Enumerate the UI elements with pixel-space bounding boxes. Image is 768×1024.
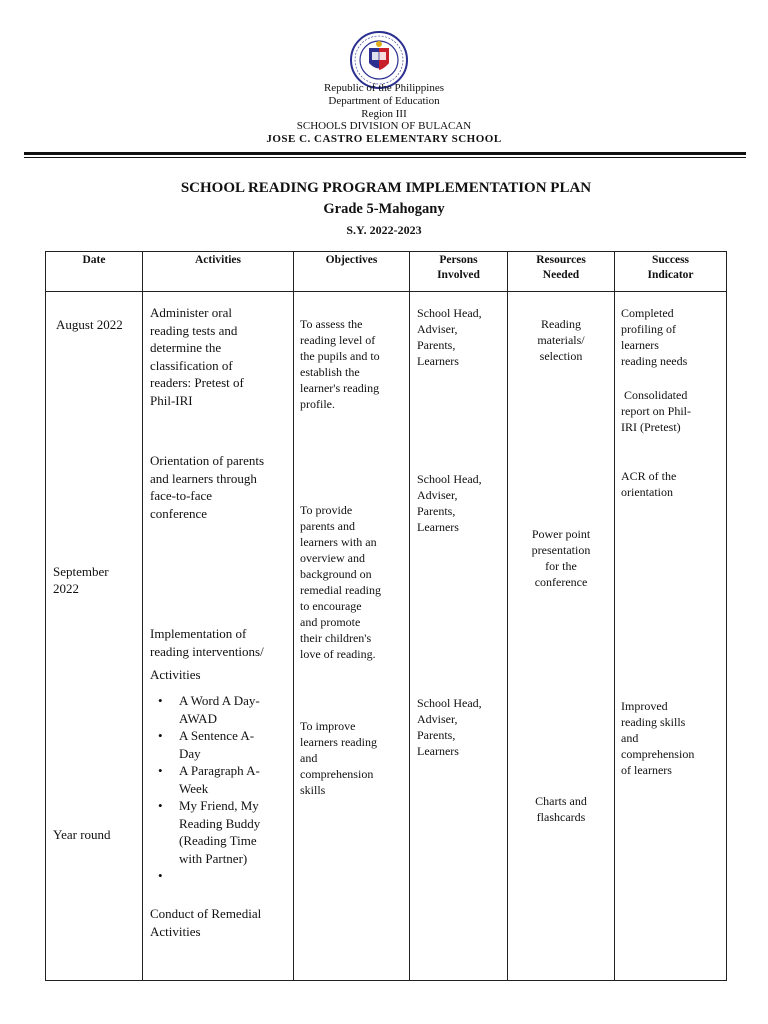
activity-bullet-list [150,692,290,884]
date-year-round: Year round [53,827,111,842]
text-line: orientation [621,485,673,499]
text-line: conference [534,575,588,589]
text-line: selection [539,349,583,363]
success-acr [621,468,676,500]
header-objectives: Objectives [325,254,378,266]
text-line: skills [300,783,326,797]
table-col-line [293,251,294,981]
activity-oral-reading-tests [150,304,244,409]
date-august: August 2022 [56,317,123,332]
text-line: Parents, [417,504,456,518]
text-line: and learners through [150,470,257,486]
resources-charts [508,793,614,825]
header-persons-line1: Persons [439,254,478,266]
bullet-reading-buddy [150,797,290,867]
text-line: Adviser, [417,712,458,726]
text-line: • A Paragraph A- [179,763,260,778]
activity-remedial [150,905,261,940]
school-year: S.Y. 2022-2023 [346,223,422,237]
text-line: background on [300,567,372,581]
bullet-word-a-day [150,692,290,727]
table-border-top [45,251,727,252]
bullet-empty [150,867,290,884]
document-title: SCHOOL READING PROGRAM IMPLEMENTATION PLAN [180,180,592,196]
text-line: and promote [300,615,361,629]
text-line: reading skills [621,715,686,729]
deped-seal-logo [339,30,419,90]
letterhead-department: Department of Education [328,95,440,107]
header-rule-thin [24,157,746,158]
text-line: IRI (Pretest) [621,420,681,434]
objective-assess-reading [300,316,380,412]
text-line: Day [179,745,201,761]
text-line: • A Word A Day- [179,693,260,708]
text-line: To assess the [300,317,363,331]
text-line: Reading [541,317,581,331]
text-line: Phil-IRI [150,392,193,408]
resources-powerpoint [508,526,614,590]
letterhead-division: SCHOOLS DIVISION OF BULACAN [296,120,472,132]
text-line: • My Friend, My [179,798,259,813]
text-line: flashcards [536,810,586,824]
resources-reading-materials [508,316,614,364]
text-line: comprehension [621,747,695,761]
text-line [150,867,290,884]
text-line: establish the [300,365,360,379]
text-line: Learners [417,520,459,534]
text-line: comprehension [300,767,374,781]
text-line: face-to-face [150,488,213,503]
text-line: classification of [150,357,233,373]
text-line: Improved [621,699,668,713]
success-improved-skills [621,698,694,778]
activity-implementation [150,625,264,660]
letterhead-region: Region III [361,108,407,120]
success-profiling [621,305,687,369]
text-line: To improve [300,719,356,733]
text-line: Parents, [417,728,456,742]
header-success-line2: Indicator [647,269,694,281]
text-line: remedial reading [300,583,381,597]
table-col-line [614,251,615,981]
table-col-line [45,251,46,981]
persons-group-1 [417,305,482,369]
text-line: parents and [300,519,355,533]
text-line: learners with an [300,535,377,549]
text-line: ACR of the [621,469,677,483]
header-activities: Activities [195,254,241,266]
header-resources-line1: Resources [536,254,586,266]
text-line: profile. [300,397,335,411]
text-line: overview and [300,551,365,565]
objective-provide-overview [300,502,381,662]
text-line: their children's [300,631,372,645]
text-line: and [621,731,639,745]
header-rule-thick [24,152,746,155]
table-col-line [726,251,727,981]
text-line: Adviser, [417,488,458,502]
text-line: • A Sentence A- [179,728,255,743]
text-line: Administer oral [150,305,232,320]
success-consolidated-report [621,387,691,435]
text-line: AWAD [179,710,217,726]
text-line: readers: Pretest of [150,375,244,390]
bullet-sentence-a-day [150,727,290,762]
activity-orientation [150,452,264,522]
persons-group-3 [417,695,482,759]
objective-improve-reading [300,718,377,798]
text-line: reading tests and [150,322,238,338]
text-line: with Partner) [179,850,248,866]
text-line: report on Phil- [621,404,691,418]
text-line: (Reading Time [179,833,257,848]
letterhead-school: JOSE C. CASTRO ELEMENTARY SCHOOL [266,133,502,145]
text-line: Activities [150,923,201,939]
header-persons [410,253,507,283]
text-line: profiling of [621,322,676,336]
text-line: conference [150,505,208,521]
text-line: of learners [621,763,672,777]
text-line: materials/ [537,333,585,347]
text-line: To provide [300,503,353,517]
text-line: Adviser, [417,322,458,336]
persons-group-2 [417,471,482,535]
header-resources-line2: Needed [542,269,580,281]
document-subtitle: Grade 5-Mahogany [323,201,445,217]
text-line: Completed [621,306,674,320]
table-header-divider [45,291,727,292]
header-date: Date [82,254,106,266]
text-line: Power point [531,527,591,541]
table-col-line [409,251,410,981]
table-border-bottom [45,980,727,981]
table-col-line [142,251,143,981]
text-line: Parents, [417,338,456,352]
text-line: School Head, [417,472,482,486]
text-line: learners reading [300,735,377,749]
text-line: Learners [417,744,459,758]
text-line: reading level of [300,333,376,347]
text-line: and [300,751,318,765]
header-success-line1: Success [651,254,690,266]
text-line: for the [545,559,577,573]
text-line: the pupils and to [300,349,380,363]
text-line: to encourage [300,599,362,613]
text-line: School Head, [417,306,482,320]
text-line: learners [621,338,659,352]
text-line: reading interventions/ [150,643,264,659]
text-line: Orientation of parents [150,453,265,468]
text-line: Learners [417,354,459,368]
date-september: September [53,564,109,579]
text-line: Implementation of [150,626,247,641]
text-line: Charts and [535,794,587,808]
letterhead-republic: Republic of the Philippines [323,82,445,94]
text-line: presentation [531,543,591,557]
text-line: Week [179,780,209,796]
text-line: Consolidated [624,388,688,402]
bullet-paragraph-a-week [150,762,290,797]
text-line: School Head, [417,696,482,710]
header-persons-line2: Involved [437,269,480,281]
header-resources [508,253,614,283]
header-success [615,253,726,283]
date-september-year: 2022 [53,581,79,596]
text-line: Reading Buddy [179,815,261,831]
text-line: determine the [150,340,222,355]
text-line: reading needs [621,354,688,368]
activity-activities-label: Activities [150,667,201,682]
text-line: Conduct of Remedial [150,906,262,921]
text-line: love of reading. [300,647,376,661]
text-line: learner's reading [300,381,380,395]
